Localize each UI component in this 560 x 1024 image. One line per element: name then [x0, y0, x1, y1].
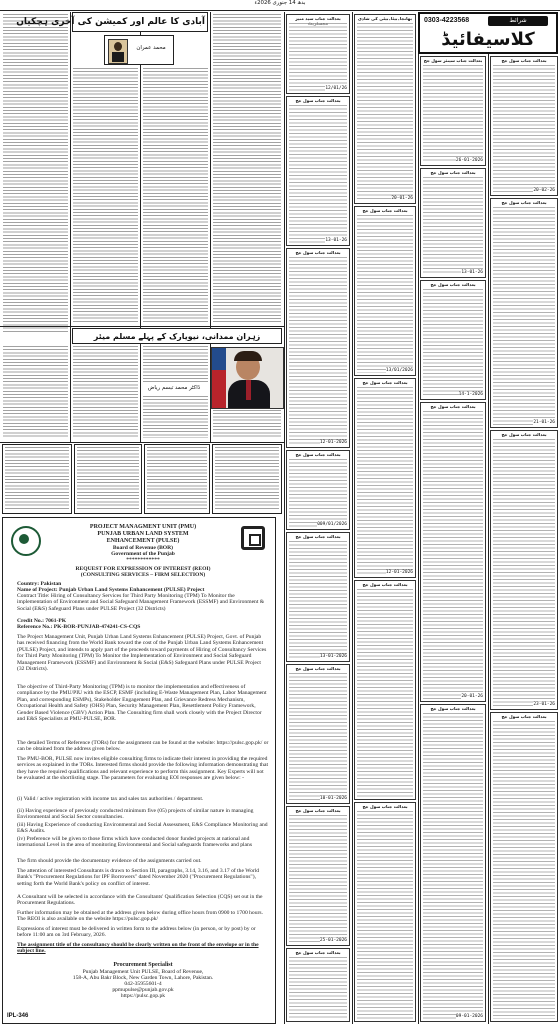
pmu-item-1: (i) Valid / active registration with income tax and sales tax authorities / department. — [17, 796, 204, 802]
pmu-para-2: The objective of Third-Party Monitoring (TPM) is to monitor the implementation and effectiveness of compliance by the PMU/PIU with the ESCP, ESMF (including E-Waste Management Plan, Labor Management Plan, and corresponding ESMPs), Stakeholder Engagement Plan, and Grievance Redress Mechanism, Occupational Health and Safety (OHS) Plan, Security Management Plan, Resettlement Policy Framework, Gender Based Violence (GBV) Action Plan. The Consulting firm shall work closely with the Project Director and E&S Specialists at PMU-PULSE, BOR. — [17, 684, 267, 723]
pmu-sig-5: ppmupulse@punjab.gov.pk — [112, 987, 174, 993]
notice-box — [212, 444, 282, 514]
pmu-para-3: The detailed Terms of Reference (TORs) for the assignment can be found at the website: https://pulsc.gop.pk/ or can be obtained from the address given below. — [17, 740, 269, 753]
classified-ad-date: 20-02-26 — [533, 188, 555, 193]
classified-ad-title: بعدالت جناب سینئر سول جج — [423, 58, 483, 63]
classified-ad-date: 10-01-2026 — [319, 796, 347, 801]
classified-ad — [490, 430, 558, 710]
classified-ad — [354, 206, 416, 376]
classified-ad — [490, 56, 558, 196]
classified-ad-date: 21-01-26 — [533, 420, 555, 425]
pmu-country: Country: Pakistan — [17, 581, 62, 587]
classified-header — [418, 12, 558, 54]
pmu-title-1: PROJECT MANAGMENT UNIT (PMU) — [89, 524, 197, 530]
section-rule — [0, 442, 284, 443]
pmu-item-3: (iii) Having Experience of conducting Environmental and Social Assessment, E&S Compliance Monitoring and E&S Audits. — [17, 822, 268, 835]
article2-text-col1 — [3, 346, 68, 438]
classified-badge: شرائط — [488, 16, 548, 26]
classified-ad-date: 13-01-26 — [325, 238, 347, 243]
classified-ad-date: 25-01-2026 — [319, 938, 347, 943]
pmu-sig-1: Procurement Specialist — [113, 962, 173, 968]
pmu-para-8: Further information may be obtained at the address given below during office hours from 0900 to 1700 hours. The REOI is also available on the website https://pulsc.gop.pk/ — [17, 910, 263, 923]
classified-ad-title: بعدالت جناب سول جج — [501, 200, 547, 205]
article2-heading: زہران ممدانی، نیویارک کے پہلے مسلم میئر — [93, 332, 261, 341]
top-rule — [0, 10, 560, 11]
classified-ad-date: 20-01-26 — [461, 694, 483, 699]
col-divider — [140, 12, 141, 442]
pmu-title-3: ENHANCEMENT (PULSE) — [106, 538, 180, 544]
pmu-contract: Contract Title: Hiring of Consultancy Services for Third Party Monitoring (TPM) To Monitor the implementation of Environment and Social Safeguard Management Framework (ESSMF) and Environment & Social (E&S) Safeguard Plans under PULSE Project (32 Districts) — [17, 593, 265, 612]
classified-ad-date: 12/01/26 — [325, 86, 347, 91]
pmu-sig-6: https://pulsc.gop.pk — [120, 993, 166, 999]
notice-box — [2, 444, 72, 514]
classified-ad-title: بعدالت جناب سول جج — [430, 282, 476, 287]
classified-ad — [354, 580, 416, 800]
article2-byline: ڈاکٹر محمد تبسم ریاض — [147, 385, 201, 391]
classified-ad-title: بعدالت جناب سول جج — [430, 706, 476, 711]
article-heading: آبادی کا عالم اور کمیشن کی آخری ہچکیاں — [16, 17, 205, 27]
section-rule — [0, 326, 284, 327]
pmu-title-4: Board of Revenue (BOR) — [112, 545, 174, 551]
col-divider — [488, 54, 489, 1024]
classified-ad-date: 12-01-2026 — [385, 570, 413, 575]
classified-ad-title: بعدالت جناب سید منیر — [295, 16, 341, 21]
pmu-sig-2: Punjab Management Unit PULSE, Board of Revenue, — [82, 969, 204, 975]
col-divider — [418, 54, 419, 1024]
pmu-item-2: (ii) Having experience of previously conducted minimum five (05) projects of similar nature in managing Environmental and Social Sector consultancies. — [17, 808, 254, 821]
classified-ad-title: بعدالت جناب سول جج — [362, 208, 408, 213]
classified-ad-date: 26-01-2026 — [455, 158, 483, 163]
pmu-para-10: The assignment title of the consultancy should be clearly written on the front of the envelope or in the subject line. — [17, 942, 259, 955]
notice-box — [144, 444, 210, 514]
pmu-title-2: PUNJAB URBAN LAND SYSTEM — [97, 531, 189, 537]
classified-ad — [420, 168, 486, 278]
col-divider — [70, 12, 71, 442]
pmu-para-5: The firm should provide the documentary evidence of the assignments carried out. — [17, 858, 202, 864]
pmu-project: Name of Project: Punjab Urban Land Systems Enhancement (PULSE) Project — [17, 587, 205, 593]
pmu-item-4: (iv) Preference will be given to those firms which have conducted donor funded projects at national and international Level in the area of monitoring Environmental and Social safeguards frameworks and plans — [17, 836, 253, 849]
article2-photo — [211, 347, 284, 409]
classified-ad — [286, 450, 350, 530]
classified-ad — [286, 14, 350, 94]
pmu-credit: Credit No.: 7061-PK — [17, 618, 67, 624]
article2-text-col3b — [143, 396, 208, 438]
article2-text-col4 — [213, 410, 281, 438]
classified-ad-title: بعدالت جناب سول جج — [362, 804, 408, 809]
classified-phone: 0303-4223568 — [424, 17, 470, 24]
pmu-reference: Reference No.: PK-BOR-PUNJAB-474241-CS-CQS — [17, 624, 141, 630]
classified-ad — [420, 704, 486, 1022]
classified-ad — [490, 198, 558, 428]
classified-ad — [420, 280, 486, 400]
classified-ad — [286, 664, 350, 804]
classified-ad-date: 09-01-2026 — [455, 1014, 483, 1019]
classified-ad-date: 009/01/2026 — [317, 522, 347, 527]
pmu-request-1: REQUEST FOR EXPRESSION OF INTEREST (REOI) — [75, 566, 211, 572]
classified-ad-date: 12-01-2026 — [319, 440, 347, 445]
pmu-stars: ************ — [126, 557, 160, 563]
classified-ad-date: 13-01-2026 — [319, 654, 347, 659]
classified-ad-title: بعدالت جناب سول جج — [295, 452, 341, 457]
classified-ad-title: بعدالت جناب سول جج — [501, 58, 547, 63]
classified-ad-title: بعدالت جناب سول جج — [295, 250, 341, 255]
classified-ad-title: بعدالت جناب سول جج — [501, 714, 547, 719]
classified-ad-title: بعدالت جناب سول جج — [501, 432, 547, 437]
pmu-ipl: IPL-346 — [7, 1013, 29, 1019]
classified-ad — [354, 802, 416, 1022]
classified-ad — [354, 378, 416, 578]
classified-ad-date: 14-1-2026 — [458, 392, 483, 397]
article-text-col2 — [73, 68, 138, 324]
pmu-para-6: The attention of interested Consultants is drawn to Section III, paragraphs, 3.14, 3.16, and 3.17 of the World Bank's "Procurement Regulations for IPF Borrowers" dated November 2020 ("Procurement Regulations"), setting forth the World Bank's policy on conflict of interest. — [17, 868, 260, 887]
article2-text-col2 — [73, 346, 138, 438]
classified-ad-title: بعدالت جناب سول جج — [295, 534, 341, 539]
classified-ad-title: بعدالت جناب سول جج — [362, 380, 408, 385]
classified-ad — [286, 248, 350, 448]
author-photo — [108, 39, 128, 64]
classified-title: کلاسیفائیڈ — [441, 29, 535, 50]
author-box — [104, 35, 174, 65]
classified-ad — [420, 56, 486, 166]
pmu-sig-3: 158-A, Abu Bakr Block, New Garden Town, Lahore, Pakistan. — [72, 975, 214, 981]
classified-ad-date: 23-01-26 — [533, 702, 555, 707]
pmu-request-2: (CONSULTING SERVICES – FIRM SELECTION) — [80, 572, 206, 578]
classified-ad — [354, 14, 416, 204]
pmu-sig-4: 042-35955601-4 — [124, 981, 162, 987]
classified-ad-title: بعدالت جناب سول جج — [362, 582, 408, 587]
pmu-para-4: The PMU-BOR, PULSE now invites eligible consulting firms to indicate their interest in providing the required services as explained in the TORs. Interested firms should provide the following information demonstrating that they have the required qualifications and relevant experience to perform this assignment. Key Experts will not be evaluated at the shortlisting stage. The parameters for evaluating EOI responses are given below: - — [17, 756, 268, 782]
date-line: بدھ 14 جنوری 2026ء — [254, 0, 306, 6]
pmu-advertisement — [2, 517, 276, 1024]
article2-text-col3 — [143, 346, 208, 382]
classified-ad — [286, 532, 350, 662]
classified-ad-date: 13-01-26 — [461, 270, 483, 275]
article-text-col3 — [143, 68, 208, 324]
classified-ad-date: 13/01/2026 — [385, 368, 413, 373]
classified-ad-date: 20-01-26 — [391, 196, 413, 201]
pmu-para-9: Expressions of interest must be delivered in written form to the address below (in person, or by post) by or before 11:00 am on 3rd February, 2026. — [17, 926, 256, 939]
classified-ad — [420, 402, 486, 702]
classified-ad-title: بعدالت جناب سول جج — [295, 950, 341, 955]
pmu-para-7: A Consultant will be selected in accordance with the Consultants' Qualification Selection (CQS) set out in the Procurement Regulations. — [17, 894, 263, 907]
col-divider — [284, 12, 285, 1024]
article-text-col4 — [213, 14, 281, 324]
classified-ad-title: بعدالت جناب سول جج — [295, 666, 341, 671]
classified-ad — [286, 806, 350, 946]
col-divider — [352, 12, 353, 1024]
classified-ad-title: بعدالت جناب سول جج — [295, 98, 341, 103]
classified-ad — [286, 96, 350, 246]
classified-ad-title: بھانجا۔بیٹا۔بیٹی کی شادی — [357, 16, 413, 21]
classified-ad — [490, 712, 558, 1022]
article2-heading-box — [72, 328, 282, 344]
pmu-title-5: Government of the Punjab — [111, 551, 175, 557]
classified-ad — [286, 948, 350, 1022]
classified-ad-title: بعدالت جناب سول جج — [430, 170, 476, 175]
classified-ad-title: بعدالت جناب سول جج — [430, 404, 476, 409]
author-name: محمد عمران — [136, 45, 166, 51]
classified-ad-title: بعدالت جناب سول جج — [295, 808, 341, 813]
notice-box — [74, 444, 142, 514]
article-text-col1 — [3, 14, 68, 334]
article-heading-box — [16, 12, 208, 32]
pmu-para-1: The Project Management Unit, Punjab Urban Land Systems Enhancement (PULSE) Project, Govt. of Punjab has received financing from the World Bank toward the cost of the Punjab Urban Land Systems Enhancement (PULSE) Project, and intends to apply part of the proceeds toward payments of Hiring of Consultancy Services for Third Party Monitoring (TPM) To Monitor the Implementation of Environment and Social Safeguard Management Framework (ESSMF) and Environment & Social (E&S) Safeguard Plans under PULSE Project (32 Districts). — [17, 634, 267, 673]
